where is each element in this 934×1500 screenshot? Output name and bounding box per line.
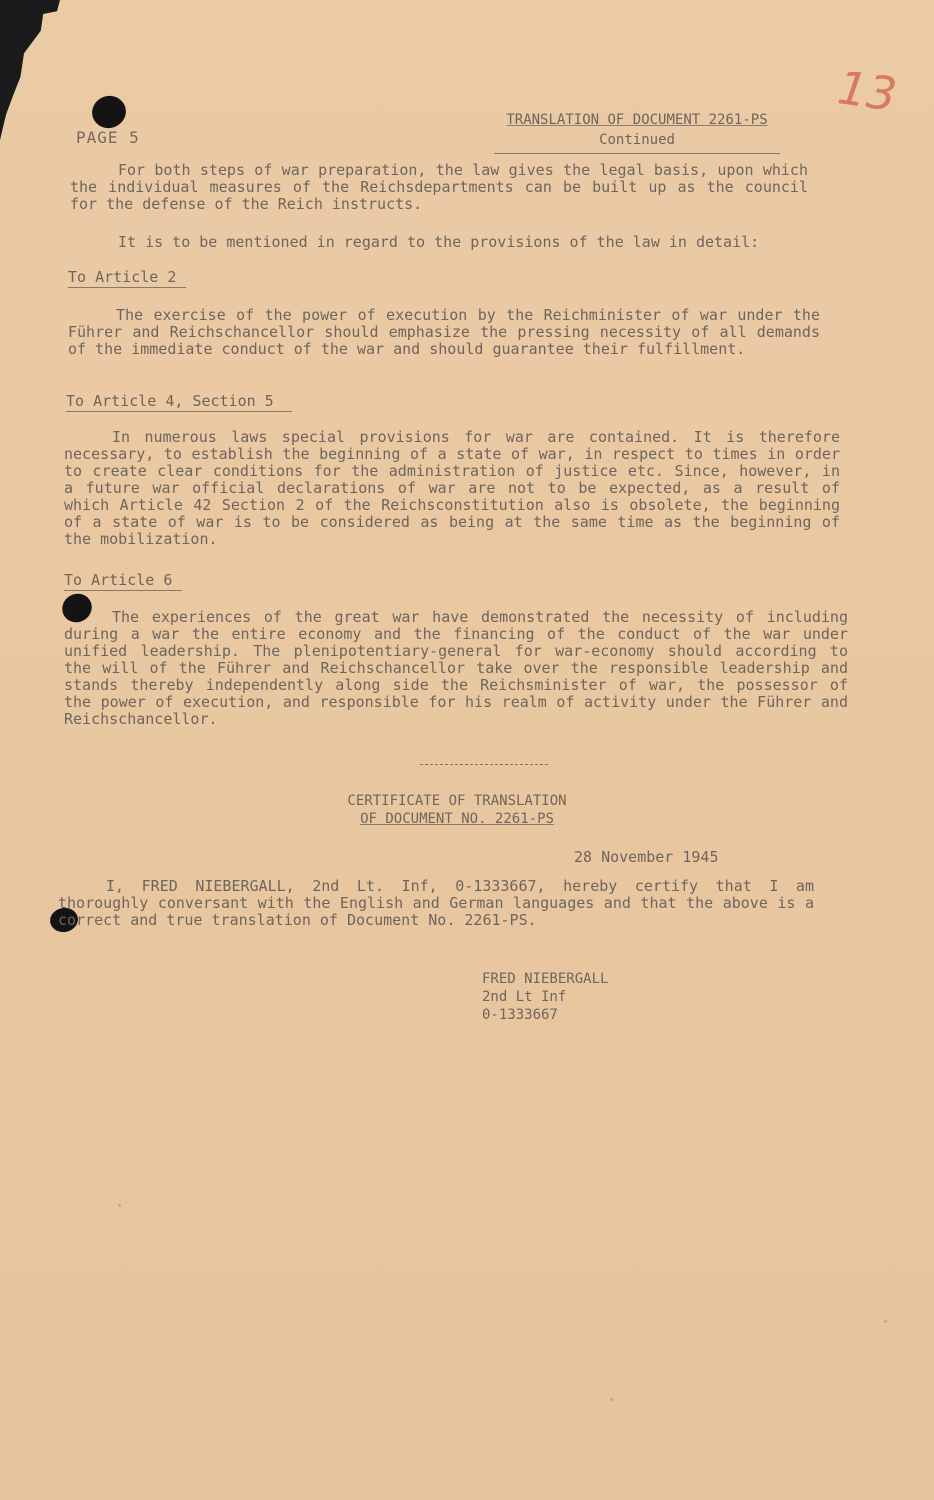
signature-serial: 0-1333667 — [482, 1007, 558, 1023]
signature-name: FRED NIEBERGALL — [482, 971, 609, 987]
page-number: PAGE 5 — [76, 128, 140, 147]
paragraph-article-4: In numerous laws special provisions for war are contained. It is therefore necessary, to establish the beginning of a state of war, in respect to times in order to create clear conditions for the administration of justice etc. Since, however, in a future war official declarations of war are not to be expected, as a result of which Article 42 Section 2 of the Reichsconstitution also is obsolete, the beginning of a state of war is to be considered as being at the same time as the beginning of the mobilization. — [64, 428, 840, 548]
paper-speck — [118, 1204, 121, 1207]
paper-speck — [884, 1320, 887, 1323]
heading-article-4: To Article 4, Section 5 — [66, 392, 292, 412]
header-rule — [494, 153, 780, 154]
header-title: TRANSLATION OF DOCUMENT 2261-PS — [506, 112, 768, 128]
folio-number: 13 — [834, 60, 901, 122]
certificate-title-line1: CERTIFICATE OF TRANSLATION — [347, 793, 567, 809]
paragraph-article-6: The experiences of the great war have demonstrated the necessity of including during a war the entire economy and the financing of the conduct of the war under unified leadership. The plenipotentiary-general for war-economy should according to the will of the Führer and Reichschancellor take over the responsible leadership and stands thereby independently along side the Reichsminister of war, the possessor of the power of execution, and responsible for his realm of activity under the Führer and Reichschancellor. — [64, 608, 848, 728]
paragraph-provisions-intro: It is to be mentioned in regard to the provisions of the law in detail: — [118, 233, 760, 251]
paper-speck — [610, 1398, 613, 1401]
section-divider — [420, 764, 548, 765]
heading-article-2: To Article 2 — [68, 268, 186, 288]
signature-rank: 2nd Lt Inf — [482, 989, 567, 1005]
heading-article-6: To Article 6 — [64, 571, 182, 591]
certificate-date: 28 November 1945 — [574, 848, 719, 866]
certificate-title — [300, 792, 614, 828]
paragraph-article-2: The exercise of the power of execution by the Reichminister of war under the Führer and Reichschancellor should emphasize the pressing necessity of all demands of the immediate conduct of the war and should guarantee their fulfillment. — [68, 306, 820, 358]
certificate-statement: I, FRED NIEBERGALL, 2nd Lt. Inf, 0-1333667, hereby certify that I am thoroughly conversant with the English and German languages and that the above is a correct and true translation of Document No. 2261-PS. — [58, 877, 814, 929]
certificate-title-line2: OF DOCUMENT NO. 2261-PS — [360, 811, 554, 827]
signature-block — [482, 970, 608, 1024]
header-subtitle: Continued — [599, 132, 675, 148]
paragraph-war-preparation: For both steps of war preparation, the law gives the legal basis, upon which the individual measures of the Reichsdepartments can be built up as the council for the defense of the Reich instructs. — [70, 161, 808, 213]
document-header — [486, 110, 788, 154]
